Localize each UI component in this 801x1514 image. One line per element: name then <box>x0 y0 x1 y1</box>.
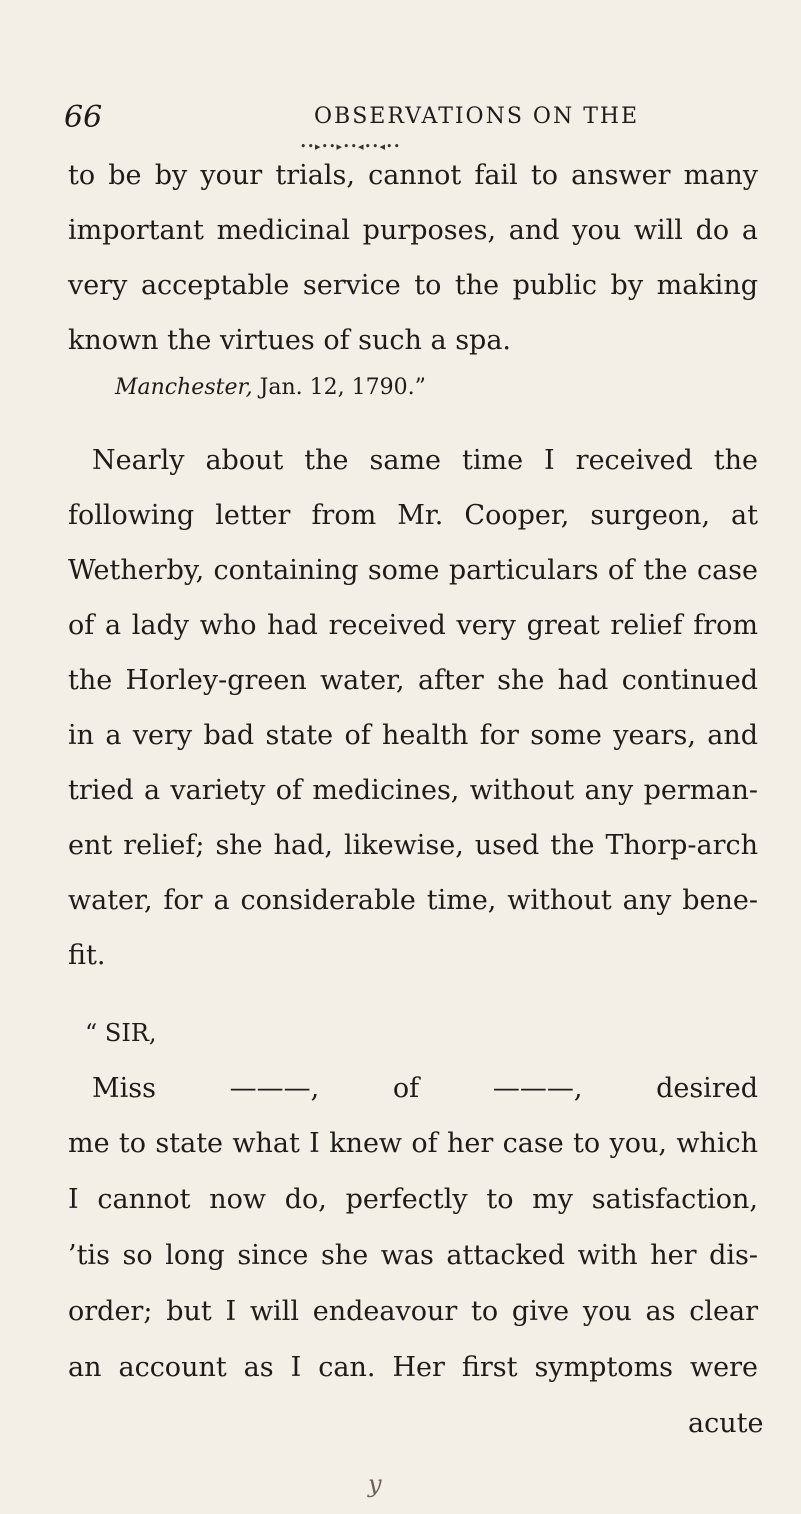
text-line: following letter from Mr. Cooper, surgeon, at <box>68 500 758 531</box>
signature-mark: y <box>368 1470 382 1498</box>
text-line: tried a variety of medicines, without any perman- <box>68 775 758 806</box>
text-line: order; but I will endeavour to give you as clear <box>68 1296 758 1327</box>
text-line: ’tis so long since she was attacked with her dis- <box>68 1240 758 1271</box>
salutation: “ SIR, <box>85 1019 157 1047</box>
text-line: important medicinal purposes, and you will do a <box>68 215 758 246</box>
text-line: known the virtues of such a spa. <box>68 325 512 356</box>
text-line: the Horley-green water, after she had continued <box>68 665 758 696</box>
page-header <box>64 100 744 140</box>
text-line: in a very bad state of health for some years, and <box>68 720 758 751</box>
text-line: Wetherby, containing some particulars of the case <box>68 555 758 586</box>
running-head: OBSERVATIONS ON THE <box>314 104 640 129</box>
text-line: ent relief; she had, likewise, used the Thorp-arch <box>68 830 758 861</box>
text-line: water, for a considerable time, without any bene- <box>68 885 758 916</box>
header-ornament: ••▸••▸••◂••◂•• <box>300 140 401 153</box>
text-line: of a lady who had received very great relief from <box>68 610 758 641</box>
dateline-date: Jan. 12, 1790.” <box>252 375 426 400</box>
text-line: Nearly about the same time I received the <box>92 445 758 476</box>
dateline <box>115 377 426 399</box>
text-line: fit. <box>68 940 106 971</box>
page-number: 66 <box>64 100 103 135</box>
catchword: acute <box>688 1408 764 1439</box>
text-line: to be by your trials, cannot fail to answer many <box>68 160 758 191</box>
dateline-place: Manchester, <box>115 375 253 400</box>
text-line: very acceptable service to the public by making <box>68 270 758 301</box>
text-line: I cannot now do, perfectly to my satisfaction, <box>68 1184 758 1215</box>
text-line: an account as I can. Her first symptoms were <box>68 1352 758 1383</box>
text-line: me to state what I knew of her case to you, which <box>68 1128 758 1159</box>
text-line: Miss ———, of ———, desired <box>92 1073 758 1104</box>
